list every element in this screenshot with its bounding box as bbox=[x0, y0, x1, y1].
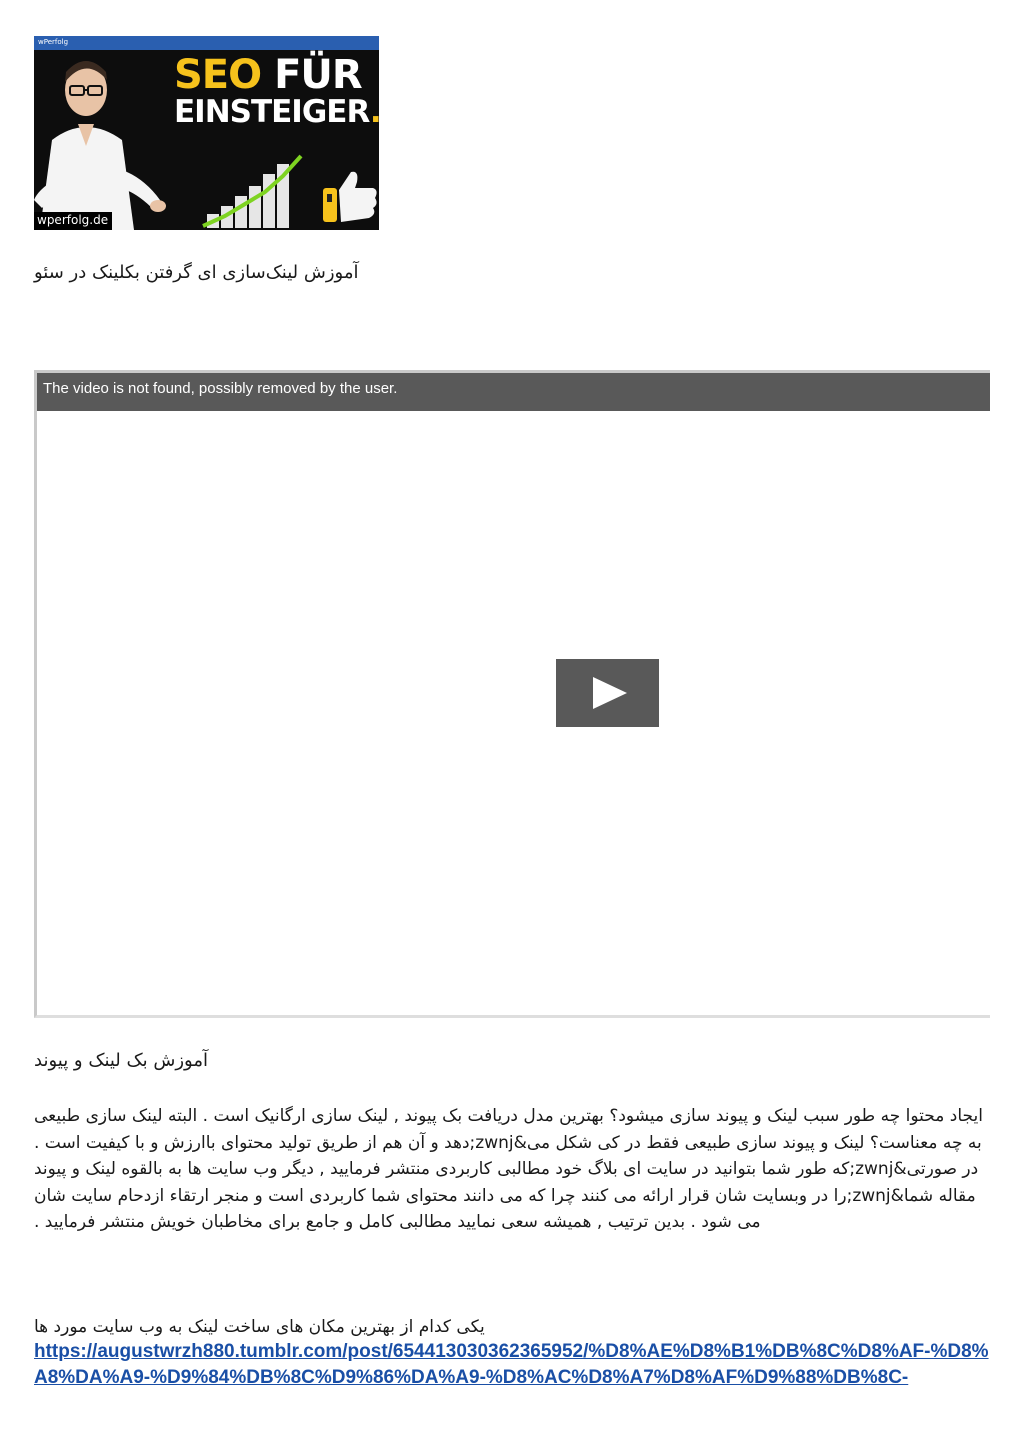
video-thumbnail bbox=[34, 36, 379, 230]
external-link[interactable]: https://augustwrzh880.tumblr.com/post/654413030362365952/%D8%AE%D8%B1%DB%8C%D8%AF-%D8%A8%DA%A9-%D9%84%DB%8C%D9%86%DA%A9-%D8%AC%D8%A7%D8%AF%D9%88%DB%8C- bbox=[34, 1341, 989, 1388]
body-paragraph-2: یکی کدام از بهترین مکان های ساخت لینک به وب سایت مورد ها bbox=[34, 1317, 485, 1337]
thumbnail-top-stripe bbox=[34, 36, 379, 50]
corner-logo: wPerfolg bbox=[38, 38, 69, 46]
video-player[interactable] bbox=[34, 370, 990, 1018]
section-heading: آموزش بک لینک و پیوند bbox=[34, 1050, 208, 1071]
page-title: آموزش لینک‌سازی ای گرفتن بکلینک در سئو bbox=[34, 262, 359, 283]
play-button[interactable] bbox=[556, 659, 659, 727]
thumbnail-headline bbox=[174, 52, 381, 130]
play-icon bbox=[593, 677, 627, 709]
headline-dot: . bbox=[369, 94, 381, 130]
headline-seo: SEO bbox=[174, 52, 262, 98]
thumbnail-site-label: wperfolg.de bbox=[34, 212, 112, 230]
body-paragraph: ایجاد محتوا چه طور سبب لینک و پیوند سازی میشود؟ بهترین مدل دریافت بک پیوند , لینک سازی ارگانیک است . البته لینک سازی طبیعی به چه معناست؟ لینک و پیوند سازی طبیعی فقط در کی شکل می&zwnj;دهد و آن هم از طریق تولید محتوای باارزش و با کیفیت است . در صورتی&zwnj;که طور شما بتوانید در سایت ای بلاگ خود مطالبی کاربردی منتشر فرمایید , دیگر وب سایت ها به بالقوه لینک و پیوند مقاله شما&zwnj;را در وبسایت شان قرار ارائه می کنند چرا که می دانند محتوای شما کاربردی است و منجر ارتقاء ازدحام سایت شان می شود . بدین ترتیب , همیشه سعی نمایید مطالبی کامل و جامع برای مخاطبان خویش منتشر فرمایید . bbox=[34, 1106, 983, 1232]
person-illustration bbox=[34, 50, 164, 230]
growth-chart-illustration bbox=[179, 156, 309, 230]
thumbs-up-icon bbox=[319, 166, 379, 226]
headline-line2: EINSTEIGER bbox=[174, 94, 370, 130]
video-error-bar: The video is not found, possibly removed by the user. bbox=[37, 373, 990, 411]
headline-fuer: FÜR bbox=[274, 52, 362, 98]
